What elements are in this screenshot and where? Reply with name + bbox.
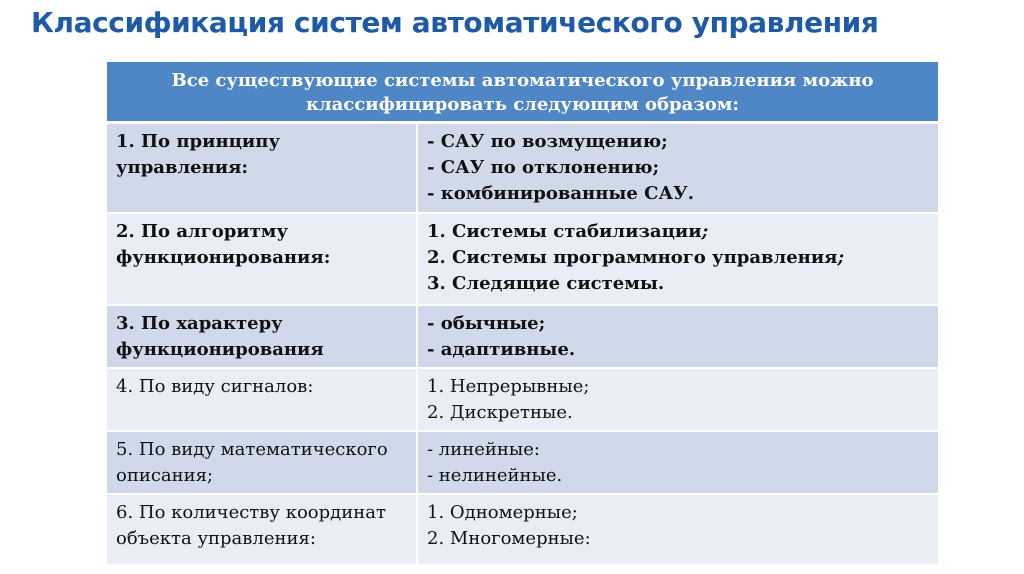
classification-table [107,62,938,566]
types-cell [418,124,938,214]
type-item: - адаптивные. [427,339,576,360]
type-item-suffix: ; [837,247,845,268]
type-item: - линейные: [427,439,540,460]
type-item: 2. Многомерные: [427,528,591,549]
table-header-row [107,62,938,124]
slide-title: Классификация систем автоматического управления [31,6,879,39]
criterion-cell: 6. По количеству координат объекта управления: [107,495,418,566]
criterion-cell: 2. По алгоритму функционирования: [107,214,418,306]
criterion-cell: 5. По виду математического описания; [107,432,418,495]
table-row [107,432,938,495]
type-item: - САУ по отклонению; [427,157,660,178]
table-row [107,369,938,432]
table-row [107,214,938,306]
type-item: 2. Системы программного управления; [427,247,845,268]
types-cell [418,432,938,495]
type-item: - комбинированные САУ. [427,183,694,204]
criterion-cell: 3. По характеру функционирования [107,306,418,369]
type-item: - нелинейные. [427,465,563,486]
criterion-cell: 1. По принципу управления: [107,124,418,214]
types-cell [418,369,938,432]
type-item: 1. Системы стабилизации; [427,221,709,242]
table-row [107,124,938,214]
table-row [107,306,938,369]
types-cell [418,495,938,566]
type-item: 3. Следящие системы. [427,273,665,294]
table-header: Все существующие системы автоматического управления можно классифицировать следующим образом: [107,62,938,124]
type-item-suffix: ; [701,221,709,242]
table-row [107,495,938,566]
types-cell [418,214,938,306]
type-item: 1. Непрерывные; [427,376,590,397]
type-item: - обычные; [427,313,546,334]
types-cell [418,306,938,369]
type-item: 2. Дискретные. [427,402,573,423]
criterion-cell: 4. По виду сигналов: [107,369,418,432]
type-item: 1. Одномерные; [427,502,578,523]
type-item: - САУ по возмущению; [427,131,668,152]
